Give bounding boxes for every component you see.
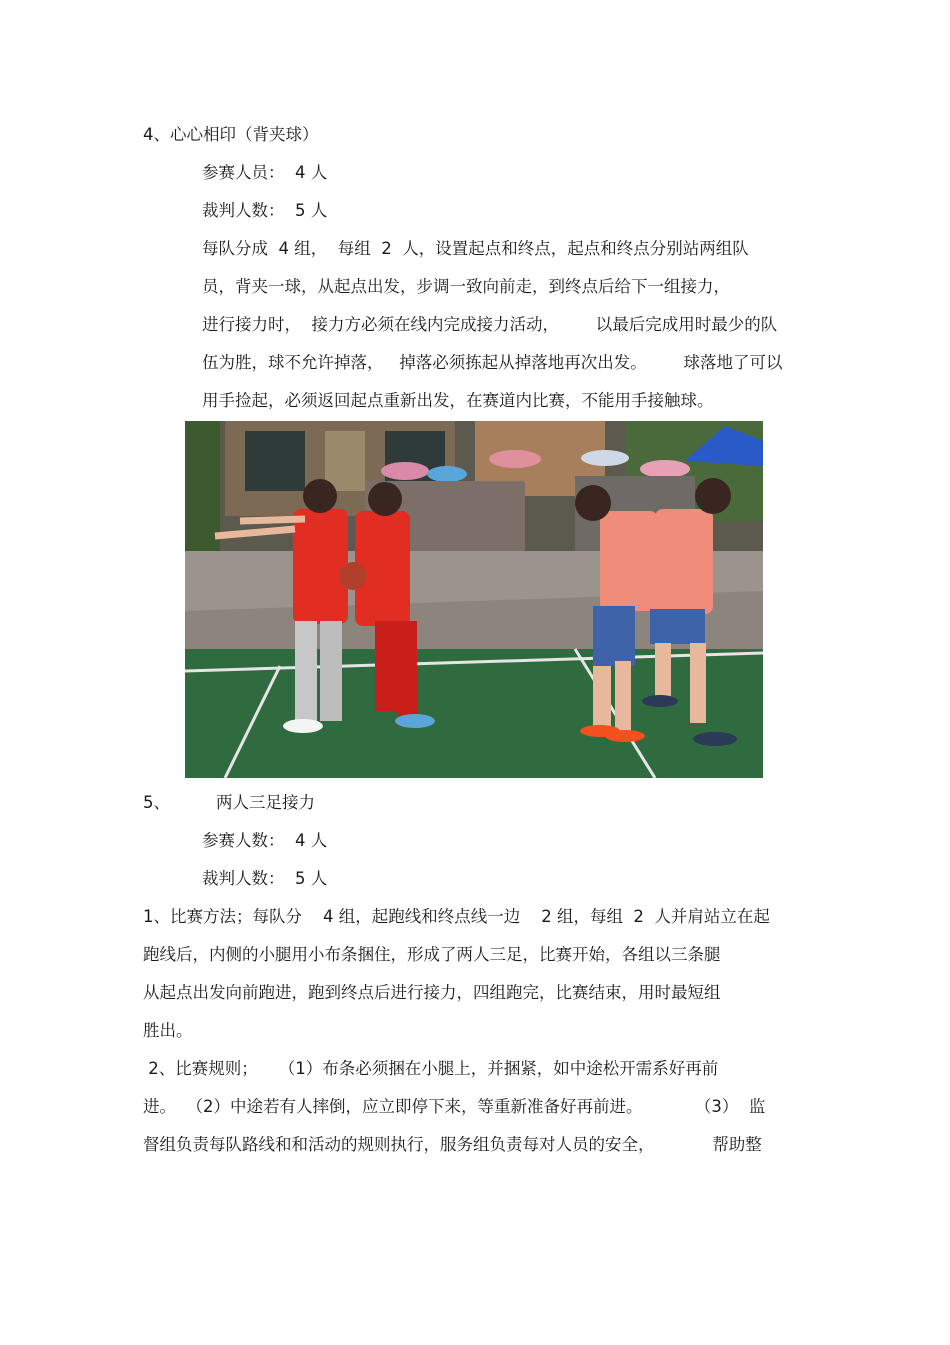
section-5-participants: 参赛人数： 4 人 xyxy=(202,831,328,850)
section-4-rule-line: 每队分成 4 组， 每组 2 人，设置起点和终点，起点和终点分别站两组队 xyxy=(202,239,749,258)
section-4-rule-line: 用手捡起，必须返回起点重新出发，在赛道内比赛，不能用手接触球。 xyxy=(202,391,714,410)
section-5-rule-line: 2、比赛规则； （1）布条必须捆在小腿上，并捆紧，如中途松开需系好再前 xyxy=(143,1059,719,1078)
section-4-heading: 4、心心相印（背夹球） xyxy=(143,125,319,144)
section-5-rule-line: 进。 （2）中途若有人摔倒，应立即停下来，等重新准备好再前进。 （3） 监 xyxy=(143,1097,766,1116)
section-4-referees: 裁判人数： 5 人 xyxy=(202,201,328,220)
section-5-referees: 裁判人数： 5 人 xyxy=(202,869,328,888)
section-5-method-line: 胜出。 xyxy=(143,1021,193,1040)
section-5-title: 两人三足接力 xyxy=(216,793,315,812)
section-4-rule-line: 员，背夹一球，从起点出发，步调一致向前走，到终点后给下一组接力， xyxy=(202,277,730,296)
section-5-method-line: 1、比赛方法；每队分 4 组，起跑线和终点线一边 2 组，每组 2 人并肩站立在起 xyxy=(143,907,770,926)
section-4-participants: 参赛人员： 4 人 xyxy=(202,163,328,182)
relay-race-photo xyxy=(185,421,763,778)
section-5-method-line: 从起点出发向前跑进，跑到终点后进行接力，四组跑完，比赛结束，用时最短组 xyxy=(143,983,721,1002)
section-5-rule-line: 督组负责每队路线和和活动的规则执行，服务组负责每对人员的安全， 帮助整 xyxy=(143,1135,762,1154)
section-4-rule-line: 进行接力时， 接力方必须在线内完成接力活动， 以最后完成用时最少的队 xyxy=(202,315,778,334)
photo-relay-race-icon xyxy=(185,421,763,778)
section-4-rule-line: 伍为胜，球不允许掉落， 掉落必须拣起从掉落地再次出发。 球落地了可以 xyxy=(202,353,783,372)
section-5-method-line: 跑线后，内侧的小腿用小布条捆住，形成了两人三足，比赛开始，各组以三条腿 xyxy=(143,945,721,964)
section-5-number: 5、 xyxy=(143,793,170,812)
